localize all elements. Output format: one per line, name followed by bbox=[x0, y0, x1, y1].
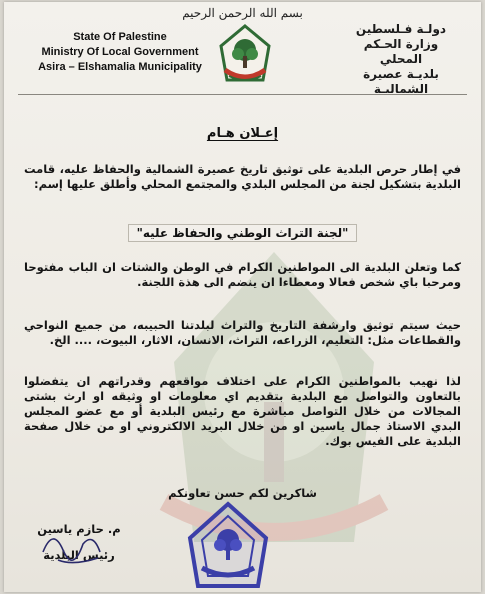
header-english bbox=[30, 30, 210, 75]
header-ar-state: دولـة فـلسطين bbox=[355, 22, 447, 36]
signer-name: م. حازم ياسين bbox=[37, 522, 121, 536]
notice-paragraph-4: لذا نهيب بالمواطنين الكرام على اختلاف مواقعهم وقدراتهم ان يتفضلوا بالتعاون والتواصل مع البلدية بتقديم اي معلومات او وثيقه او ارث بشتى المجالات من خلال التواصل مباشرة مع رئيس البلدية أو مع عضو المجلس البدي الاستاذ جمال ياسين او من خلال البريد الالكتروني او من خلال صفحة البلدية على الفيس بوك. bbox=[24, 374, 461, 448]
committee-name-label: "لجنة التراث الوطني والحفاظ عليه" bbox=[128, 224, 358, 242]
header-ar-ministry: وزارة الحـكم المحلي bbox=[363, 37, 439, 66]
notice-paragraph-3: حيث سيتم توثيق وارشفة التاريخ والتراث لبلدتنا الحبيبه، من جميع النواحي والقطاعات مثل: التعليم، الزراعه، التراث، الانسان، الاثار، البيوت، .... الخ. bbox=[24, 318, 461, 347]
notice-title: إعـلان هـام bbox=[206, 126, 279, 141]
signer-title: رئيس البلدية bbox=[43, 548, 115, 562]
closing-thanks: شاكرين لكم حسن تعاونكم bbox=[168, 486, 317, 500]
basmala: بسم الله الرحمن الرحيم bbox=[182, 6, 303, 20]
letter-page bbox=[4, 2, 481, 592]
municipality-stamp-icon bbox=[180, 498, 276, 592]
committee-name bbox=[4, 226, 481, 240]
notice-paragraph-1: في إطار حرص البلدية على توثيق تاريخ عصيرة الشمالية والحفاظ عليه، قامت البلدية بتشكيل لجنة من المجلس البلدي والمجتمع المحلي وأطلق عليها إسم: bbox=[24, 162, 461, 191]
header-ar-municipality: بلديـة عصيرة الشماليـة bbox=[363, 67, 439, 96]
handwritten-signature-icon bbox=[38, 522, 108, 572]
header-en-municipality: Asira – Elshamalia Municipality bbox=[38, 61, 202, 73]
header-divider bbox=[18, 94, 467, 95]
header-arabic bbox=[341, 22, 461, 97]
notice-paragraph-2: كما وتعلن البلدية الى المواطنين الكرام في الوطن والشتات ان الباب مفتوحا ومرحبا باي شخص فعالا ومعطاءا ان ينضم الى هذة اللجنة. bbox=[24, 260, 461, 289]
header-en-ministry: Ministry Of Local Government bbox=[41, 46, 199, 58]
header-en-state: State Of Palestine bbox=[73, 31, 167, 43]
tree-emblem-icon bbox=[217, 24, 273, 86]
